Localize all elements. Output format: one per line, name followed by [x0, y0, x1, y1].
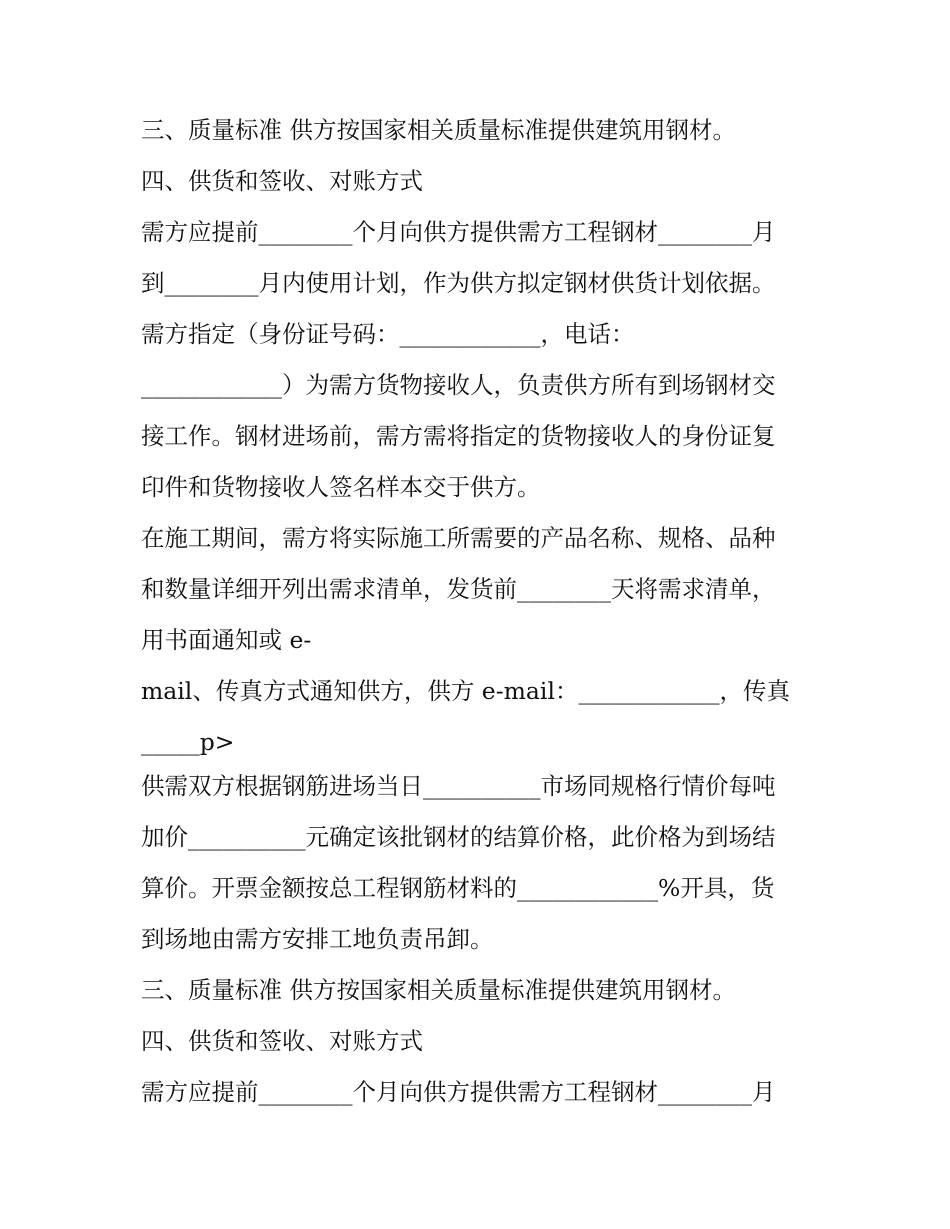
text-line: mail、传真方式通知供方，供方 e-mail：____________，传真: [141, 677, 790, 705]
text-line: ____________）为需方货物接收人，负责供方所有到场钢材交: [141, 371, 776, 399]
text-line: 印件和货物接收人签名样本交于供方。: [141, 473, 541, 501]
text-line: 四、供货和签收、对账方式: [141, 167, 423, 195]
text-line: 四、供货和签收、对账方式: [141, 1027, 423, 1055]
text-line: 加价__________元确定该批钢材的结算价格，此价格为到场结: [141, 823, 776, 851]
text-line: 在施工期间，需方将实际施工所需要的产品名称、规格、品种: [141, 524, 776, 552]
text-line: 和数量详细开列出需求清单，发货前________天将需求清单，: [141, 575, 776, 603]
text-line: 用书面通知或 e-: [141, 626, 312, 654]
text-line: 需方应提前________个月向供方提供需方工程钢材________月: [141, 1078, 776, 1106]
text-line: 到场地由需方安排工地负责吊卸。: [141, 925, 494, 953]
text-line: 需方指定（身份证号码：____________，电话：: [141, 320, 635, 348]
text-line: 三、质量标准 供方按国家相关质量标准提供建筑用钢材。: [141, 116, 736, 144]
text-line: _____p>: [141, 728, 235, 756]
text-line: 供需双方根据钢筋进场当日__________市场同规格行情价每吨: [141, 772, 776, 800]
text-line: 需方应提前________个月向供方提供需方工程钢材________月: [141, 218, 776, 246]
text-line: 到________月内使用计划，作为供方拟定钢材供货计划依据。: [141, 269, 776, 297]
text-line: 三、质量标准 供方按国家相关质量标准提供建筑用钢材。: [141, 976, 736, 1004]
document-body: [141, 108, 821, 1121]
text-line: 接工作。钢材进场前，需方需将指定的货物接收人的身份证复: [141, 422, 776, 450]
text-line: 算价。开票金额按总工程钢筋材料的____________%开具，货: [141, 874, 775, 902]
